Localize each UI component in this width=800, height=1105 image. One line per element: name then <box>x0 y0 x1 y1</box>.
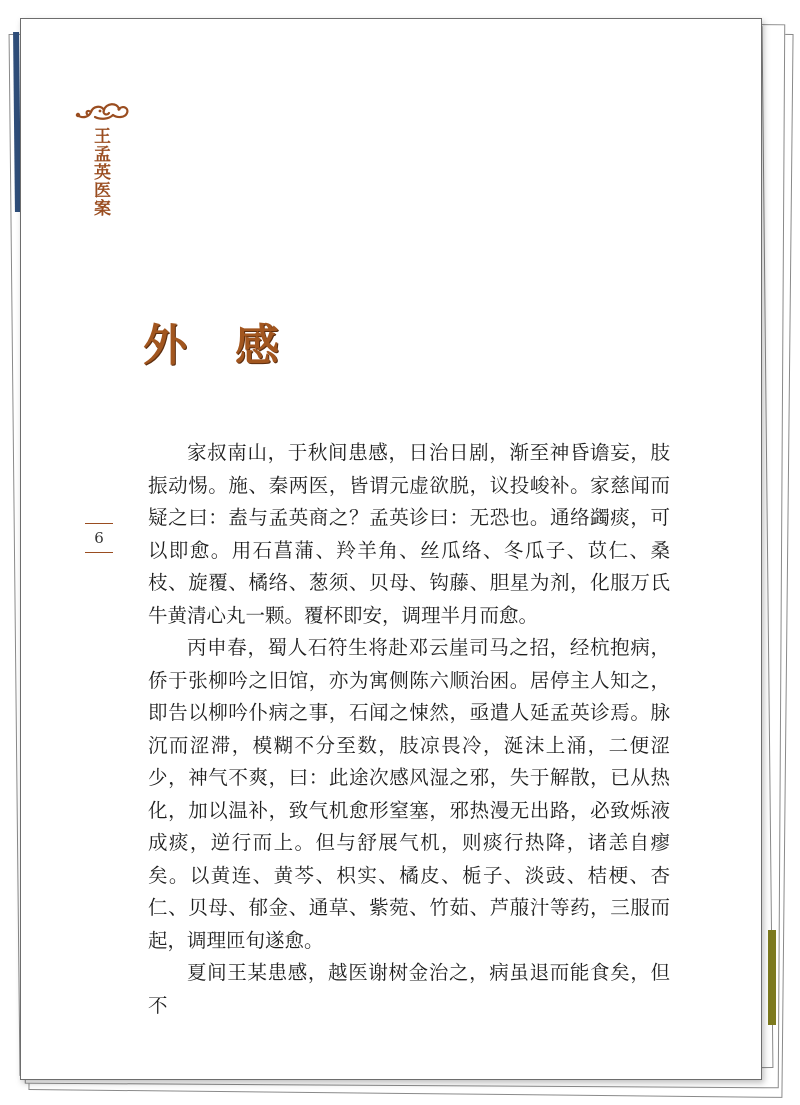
body-text <box>148 437 670 1022</box>
paragraph-3: 夏间王某患感，越医谢树金治之，病虽退而能食矣，但不 <box>148 961 670 1017</box>
book-title: 王孟英医案 <box>90 127 110 217</box>
cloud-ornament-icon <box>73 95 131 121</box>
paragraph-1: 家叔南山，于秋间患感，日治日剧，渐至神昏谵妄，肢振动惕。施、秦两医，皆谓元虚欲脱，议投峻补。家慈闻而疑之曰：盍与孟英商之？孟英诊曰：无恐也。通络蠲痰，可以即愈。用石菖蒲、羚羊角、丝瓜络、冬瓜子、苡仁、桑枝、旋覆、橘络、葱须、贝母、钩藤、胆星为剂，化服万氏牛黄清心丸一颗。覆杯即安，调理半月而愈。 <box>148 441 670 627</box>
chapter-title: 外感 <box>143 320 327 371</box>
book-page <box>20 18 762 1080</box>
page-number-block <box>85 523 113 553</box>
olive-page-edge <box>768 930 776 1025</box>
page-number-bottom-rule <box>85 552 113 553</box>
page-number: 6 <box>94 529 104 547</box>
paragraph-2: 丙申春，蜀人石符生将赴邓云崖司马之招，经杭抱病，侨于张柳吟之旧馆，亦为寓侧陈六顺治困。居停主人知之，即告以柳吟仆病之事，石闻之悚然，亟遣人延孟英诊焉。脉沉而涩滞，模糊不分至数，肢凉畏冷，涎沫上涌，二便涩少，神气不爽，曰：此途次感风湿之邪，失于解散，已从热化，加以温补，致气机愈形窒塞，邪热漫无出路，必致烁液成痰，逆行而上。但与舒展气机，则痰行热降，诸恙自瘳矣。以黄连、黄芩、枳实、橘皮、栀子、淡豉、桔梗、杏仁、贝母、郁金、通草、紫菀、竹茹、芦菔汁等药，三服而起，调理匝旬遂愈。 <box>148 636 670 952</box>
